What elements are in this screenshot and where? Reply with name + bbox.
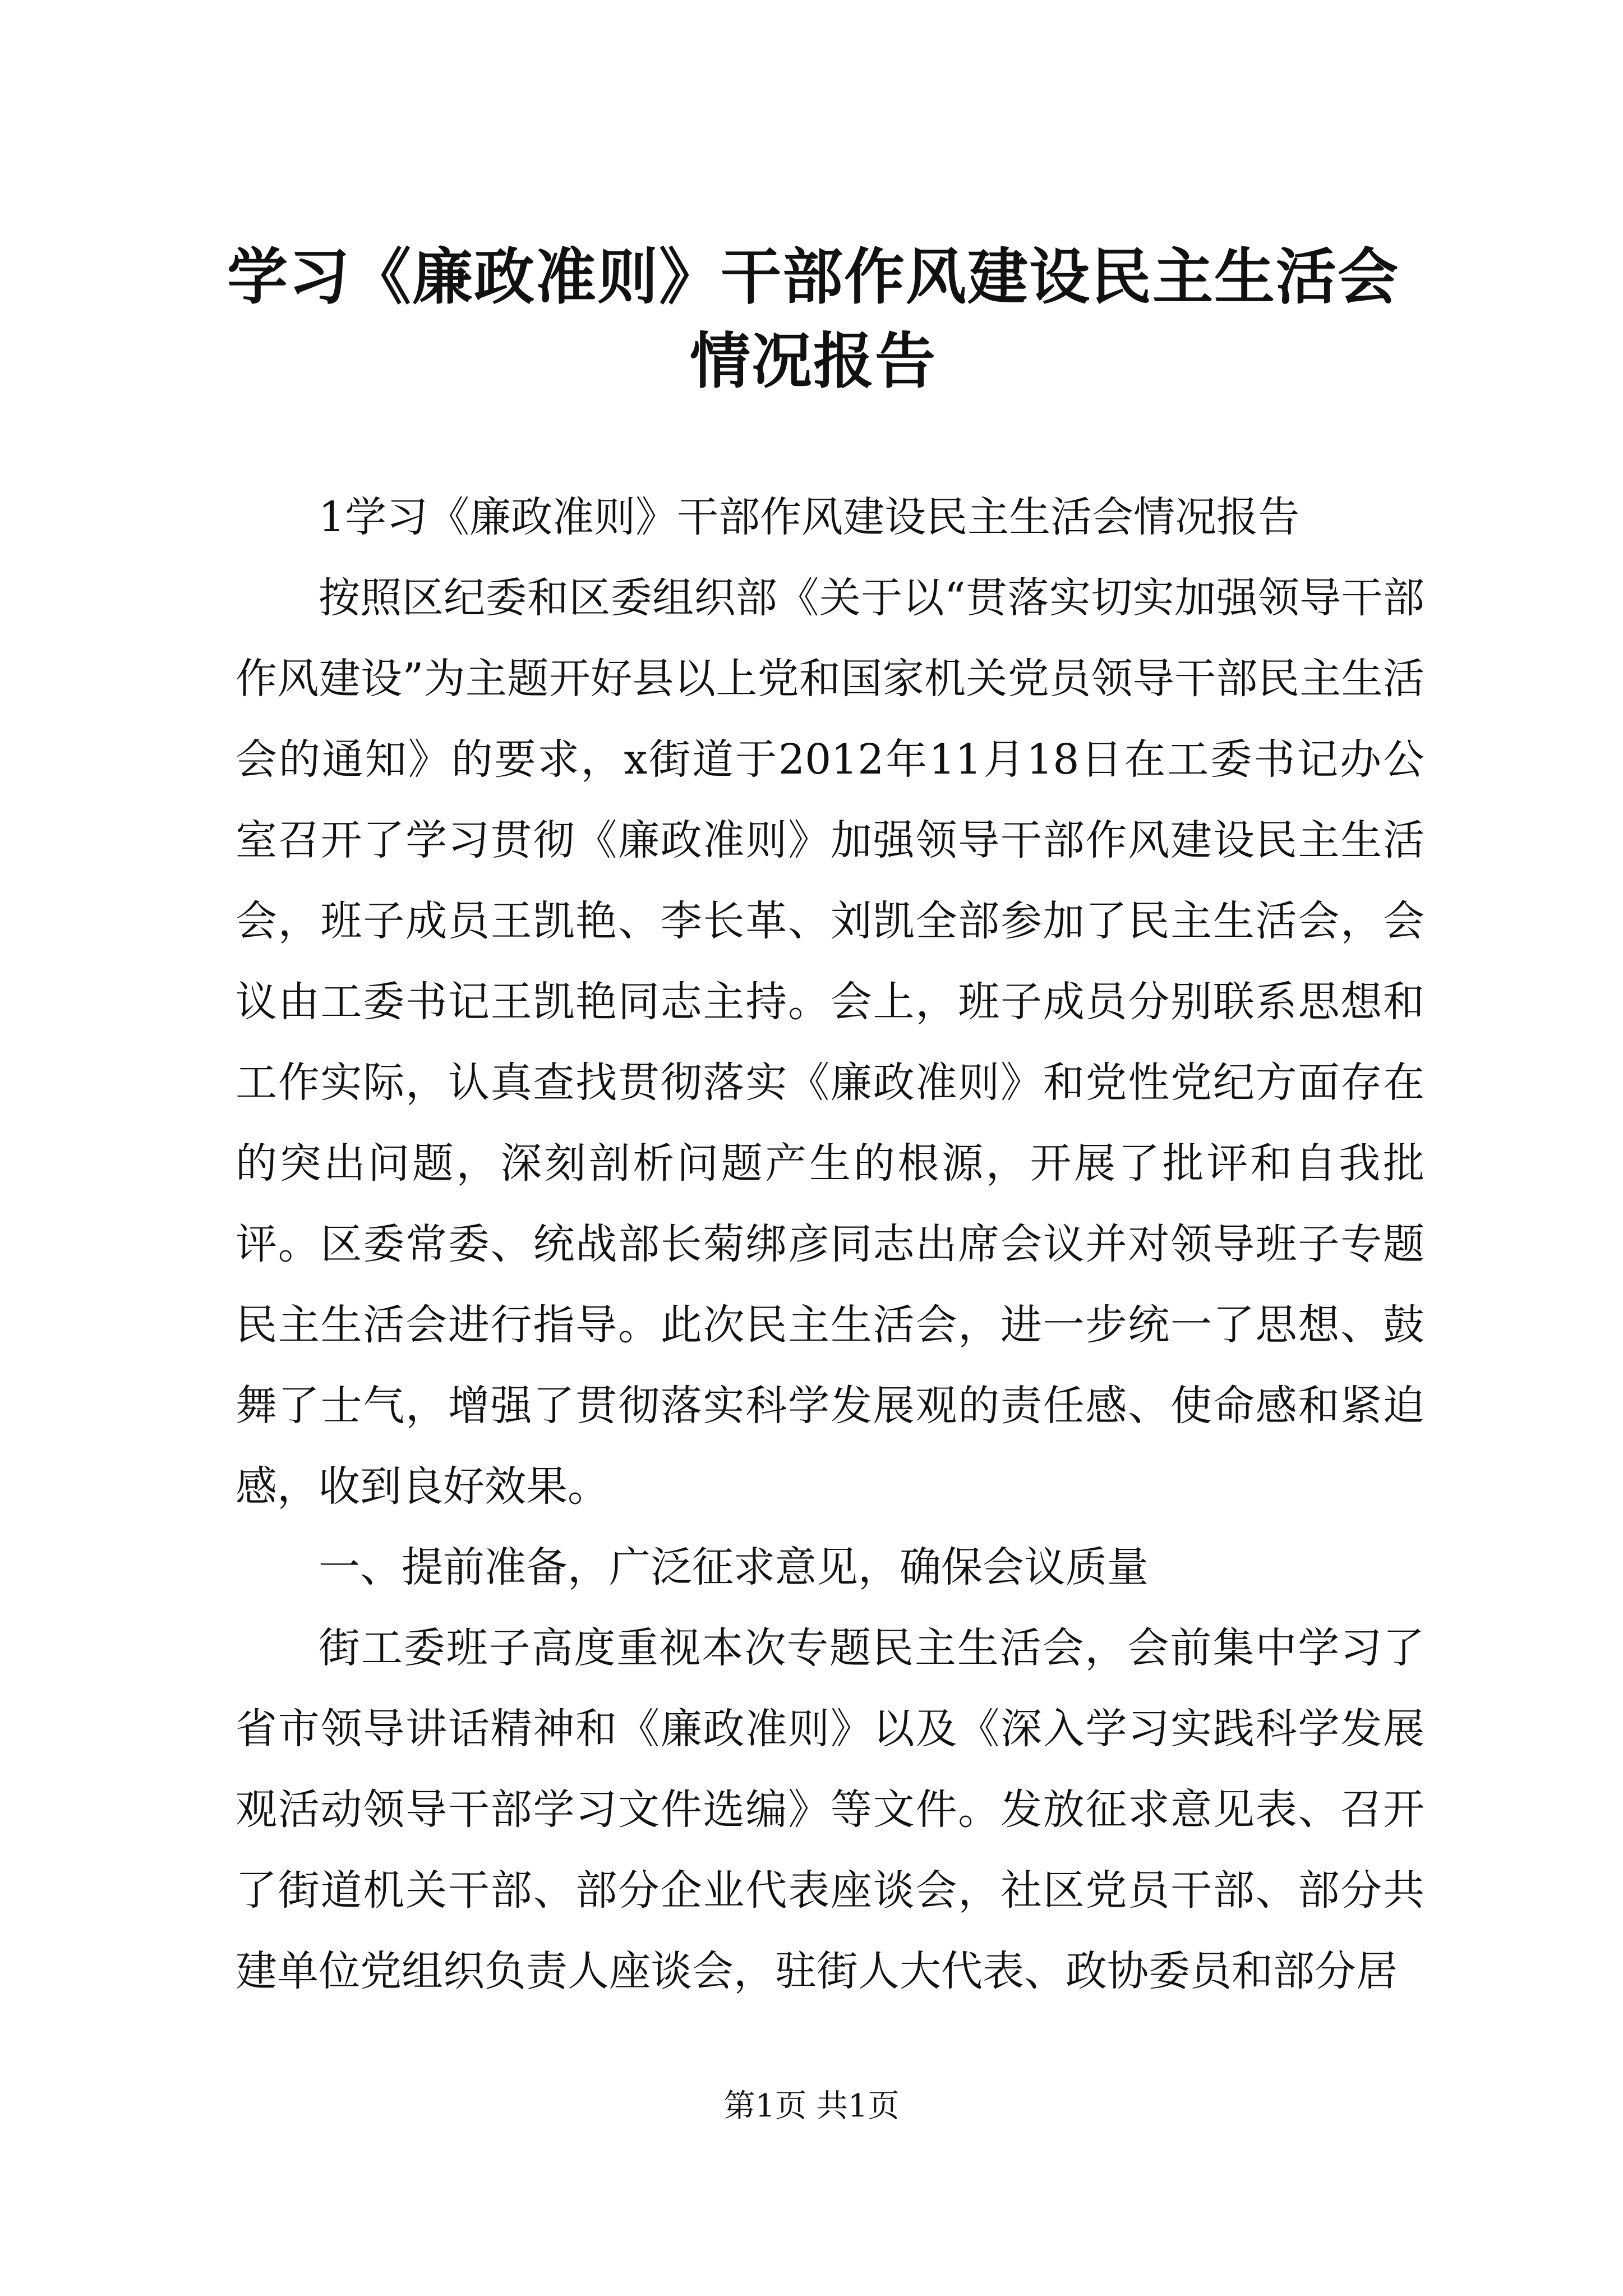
- paragraph-intro: 按照区纪委和区委组织部《关于以“贯落实切实加强领导干部作风建设”为主题开好县以上党和国家机关党员领导干部民主生活会的通知》的要求，x街道于2012年11月18日在工委书记办公室召开了学习贯彻《廉政准则》加强领导干部作风建设民主生活会，班子成员王凯艳、李长革、刘凯全部参加了民主生活会，会议由工委书记王凯艳同志主持。会上，班子成员分别联系思想和工作实际，认真查找贯彻落实《廉政准则》和党性党纪方面存在的突出问题，深刻剖析问题产生的根源，开展了批评和自我批评。区委常委、统战部长菊绑彦同志出席会议并对领导班子专题民主生活会进行指导。此次民主生活会，进一步统一了思想、鼓舞了士气，增强了贯彻落实科学发展观的责任感、使命感和紧迫感，收到良好效果。: [236, 574, 1424, 1511]
- section-heading-1: 一、提前准备，广泛征求意见，确保会议质量: [319, 1543, 1149, 1591]
- paragraph-subtitle: 1学习《廉政准则》干部作风建设民主生活会情况报告: [319, 493, 1300, 541]
- document-body: [236, 477, 1424, 2012]
- paragraph-section-1: 街工委班子高度重视本次专题民主生活会，会前集中学习了省市领导讲话精神和《廉政准则》以及《深入学习实践科学发展观活动领导干部学习文件选编》等文件。发放征求意见表、召开了街道机关干部、部分企业代表座谈会，社区党员干部、部分共建单位党组织负责人座谈会，驻街人大代表、政协委员和部分居: [236, 1624, 1424, 1995]
- page-footer: 第1页 共1页: [723, 2088, 900, 2124]
- document-title: 学习《廉政准则》干部作风建设民主生活会情况报告: [227, 242, 1399, 397]
